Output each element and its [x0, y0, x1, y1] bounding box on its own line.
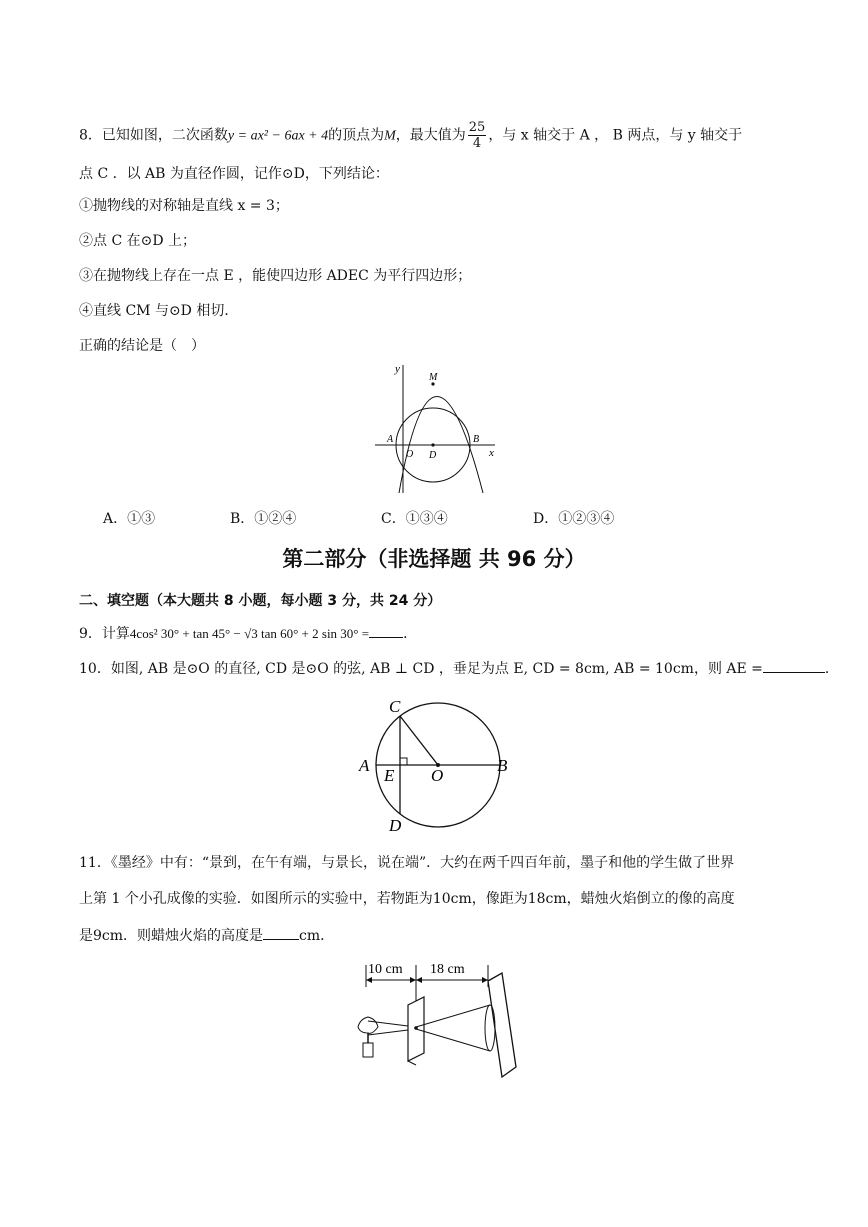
- q11-line2: 上第 1 个小孔成像的实验．如图所示的实验中，若物距为10cm，像距为18cm，蜡烛火焰倒立的像的高度: [79, 891, 735, 907]
- q8-statement-1: ①抛物线的对称轴是直线 x = 3；: [79, 198, 289, 214]
- q8-text-vertex: 的顶点为: [328, 127, 385, 144]
- fraction-numerator: 25: [468, 120, 486, 135]
- label-x: x: [489, 447, 494, 459]
- q8-line2: 点 C ．以 AB 为直径作圆，记作⊙D，下列结论：: [79, 166, 389, 182]
- image-projection: [485, 1005, 495, 1051]
- label-o: O: [406, 449, 414, 460]
- q8-vertex-letter: M: [384, 128, 396, 144]
- point-d: [431, 443, 434, 446]
- q9-expression: 4cos² 30° + tan 45° − √3 tan 60° + 2 sin 30° =: [129, 626, 370, 641]
- pinhole-board-base: [408, 1061, 416, 1065]
- q11-line1: 11．《墨经》中有：“景到，在午有端，与景长，说在端”．大约在两千四百年前，墨子和他的学生做了世界: [79, 855, 735, 871]
- q9-intro: 9．计算: [79, 626, 130, 642]
- ray-top-out: [416, 1005, 490, 1027]
- q8-max-fraction: [468, 120, 487, 151]
- q8-formula: y = ax² − 6ax + 4: [227, 128, 329, 144]
- right-angle-mark: [400, 758, 407, 765]
- part2-title: 第二部分（非选择题 共 96 分）: [282, 547, 586, 571]
- option-d[interactable]: D．①②③④: [533, 511, 615, 527]
- q8-statement-4: ④直线 CM 与⊙D 相切．: [79, 303, 239, 319]
- arrow-right-1: [410, 977, 416, 983]
- q9-end: ．: [403, 626, 418, 642]
- q11-line3-text: 是9cm．则蜡烛火焰的高度是: [79, 928, 264, 944]
- candle-base: [363, 1043, 373, 1057]
- q11-pinhole-figure: [350, 955, 530, 1085]
- q9-answer-blank[interactable]: [369, 623, 403, 638]
- q8-text-axes: ，与 x 轴交于 A ， B 两点，与 y 轴交于: [488, 127, 743, 144]
- option-c[interactable]: C．①③④: [381, 511, 448, 527]
- label-c: C: [389, 697, 401, 716]
- part2-subtitle: 二、填空题（本大题共 8 小题，每小题 3 分，共 24 分）: [79, 593, 442, 609]
- q10-circle-figure: [352, 692, 522, 837]
- q11-unit: cm．: [299, 928, 335, 944]
- fraction-denominator: 4: [472, 136, 482, 151]
- q8-parabola-figure: [365, 360, 505, 500]
- q10: [79, 658, 839, 679]
- q10-answer-blank[interactable]: [763, 658, 825, 673]
- q9: [79, 623, 417, 644]
- label-b: B: [473, 434, 480, 445]
- arrow-right-2: [482, 977, 488, 983]
- q8-intro: 8．已知如图，二次函数: [79, 127, 228, 144]
- q10-end: ．: [824, 661, 839, 677]
- q8-line1: [79, 120, 742, 151]
- candle-flame: [358, 1017, 378, 1033]
- label-object-distance: 10 cm: [368, 962, 403, 977]
- arrow-left-2: [416, 977, 422, 983]
- ray-bottom-out: [416, 1029, 490, 1051]
- projection-screen: [488, 973, 516, 1077]
- arrow-left-1: [366, 977, 372, 983]
- q11-answer-blank[interactable]: [263, 925, 299, 940]
- q8-text-max: ，最大值为: [395, 127, 466, 144]
- q8-statement-3: ③在抛物线上存在一点 E ，能使四边形 ADEC 为平行四边形；: [79, 268, 472, 284]
- label-image-distance: 18 cm: [430, 962, 465, 977]
- label-m: M: [429, 372, 438, 383]
- option-a[interactable]: A．①③: [103, 511, 156, 527]
- q11-line3: [79, 925, 334, 946]
- label-y: y: [395, 363, 400, 375]
- label-a: A: [359, 756, 370, 775]
- q10-text: 10．如图, AB 是⊙O 的直径, CD 是⊙O 的弦, AB ⊥ CD ，垂足为点 E, CD = 8cm, AB = 10cm，则 AE =: [79, 661, 763, 677]
- label-o: O: [431, 766, 444, 785]
- q8-statement-2: ②点 C 在⊙D 上；: [79, 233, 197, 249]
- option-b[interactable]: B．①②④: [230, 511, 297, 527]
- label-b: B: [497, 756, 508, 775]
- label-d: D: [389, 816, 402, 835]
- label-d: D: [429, 450, 437, 461]
- q8-prompt: 正确的结论是（ ）: [79, 338, 205, 354]
- label-a: A: [387, 434, 394, 445]
- label-e: E: [384, 766, 395, 785]
